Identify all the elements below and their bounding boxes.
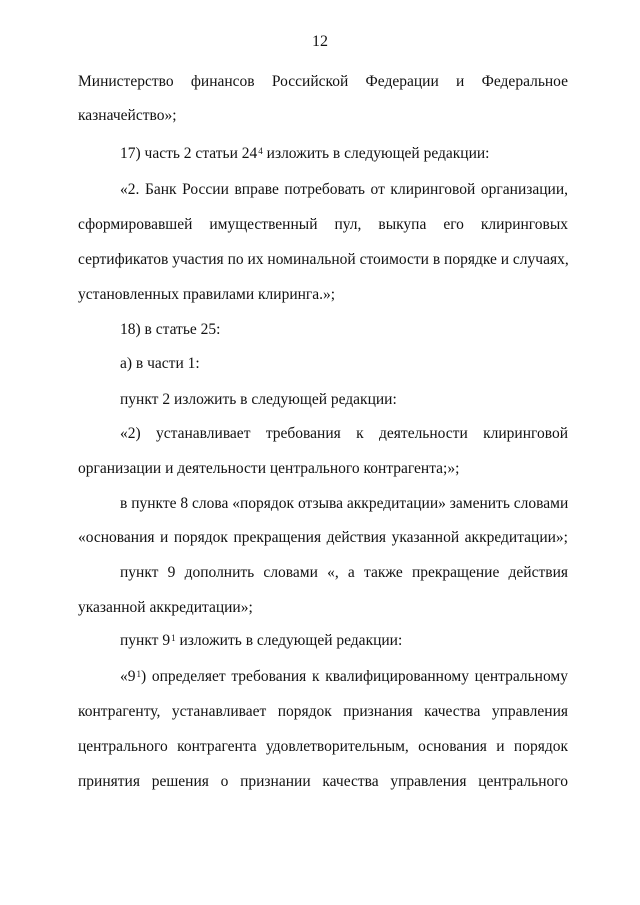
page-number: 12 (312, 33, 328, 50)
text-line: «2) устанавливает требования к деятельности клиринговой (120, 425, 568, 442)
text-line: пункт $9^1$ изложить в следующей редакции: (120, 632, 403, 649)
text-line: указанной аккредитации»; (78, 599, 253, 616)
text-line: сформировавшей имущественный пул, выкупа его клиринговых (78, 216, 568, 233)
text-line: в пункте 8 слова «порядок отзыва аккредитации» заменить словами (120, 495, 569, 512)
superscript: 1 (171, 633, 176, 643)
text-line: «основания и порядок прекращения действия указанной аккредитации»; (78, 529, 568, 546)
text-line: «$9^1$) определяет требования к квалифицированному центральному (120, 668, 568, 685)
text-line: казначейство»; (78, 107, 177, 124)
text-line: пункт 2 изложить в следующей редакции: (120, 391, 397, 408)
text-line: а) в части 1: (120, 355, 200, 372)
text-line: Министерство финансов Российской Федерации и Федеральное (78, 73, 568, 90)
text-line: принятия решения о признании качества управления центрального (78, 773, 568, 790)
text-line: пункт 9 дополнить словами «, а также прекращение действия (120, 564, 568, 581)
text-line: установленных правилами клиринга.»; (78, 286, 336, 303)
text-line: 18) в статье 25: (120, 321, 221, 338)
text-line: организации и деятельности центрального контрагента;»; (78, 460, 460, 477)
superscript: 4 (258, 146, 263, 156)
superscript: 1 (136, 669, 141, 679)
text-line: «2. Банк России вправе потребовать от клиринговой организации, (120, 181, 568, 198)
text-line: 17) часть 2 статьи $24^4$ изложить в следующей редакции: (120, 145, 490, 162)
text-line: сертификатов участия по их номинальной стоимости в порядке и случаях, (78, 251, 569, 268)
text-line: центрального контрагента удовлетворительным, основания и порядок (78, 738, 568, 755)
text-line: контрагенту, устанавливает порядок признания качества управления (78, 703, 568, 720)
